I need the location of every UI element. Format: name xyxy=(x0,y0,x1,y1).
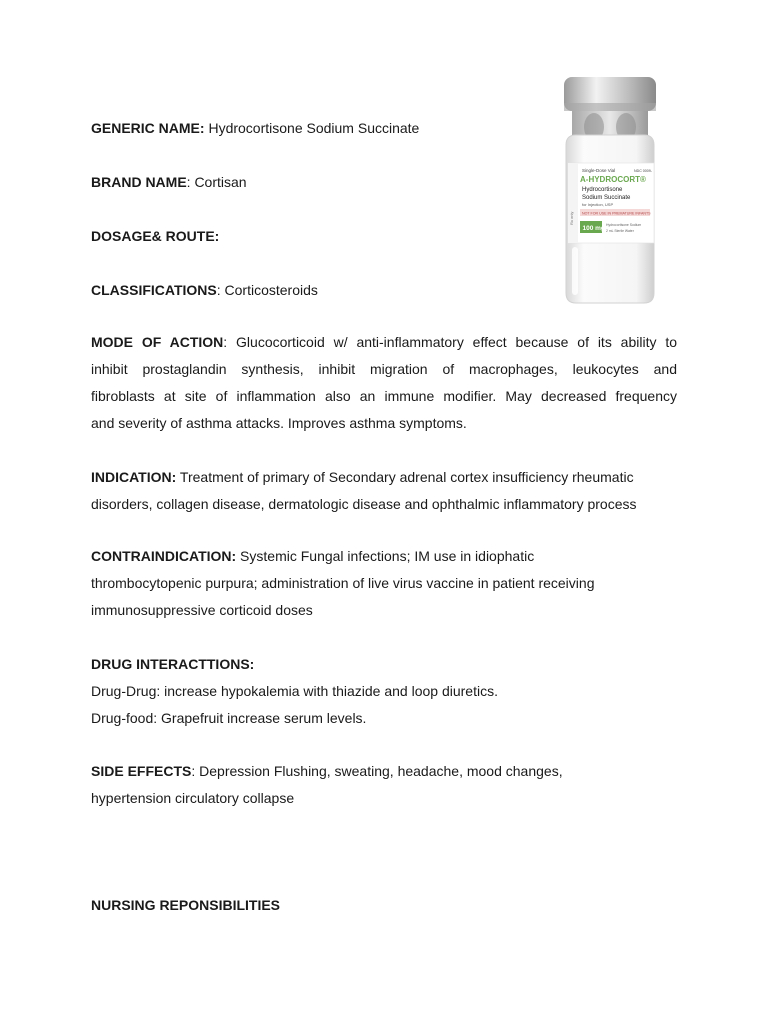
vial-fine2-text: 2 mL Sterile Water xyxy=(606,229,634,233)
side-effects-text: : Depression Flushing, sweating, headache, mood changes, xyxy=(191,763,563,779)
generic-name-line xyxy=(91,119,419,137)
drug-food-interaction: Drug-food: Grapefruit increase serum levels. xyxy=(91,710,367,726)
brand-name-line xyxy=(91,173,247,191)
generic-name-label: GENERIC NAME: xyxy=(91,120,205,136)
mode-of-action-line-3: fibroblasts at site of inflammation also an immune modifier. May decreased frequency xyxy=(91,388,677,404)
side-effects-label: SIDE EFFECTS xyxy=(91,763,192,779)
contraindication-label: CONTRAINDICATION: xyxy=(91,548,237,564)
mode-of-action-line-4: and severity of asthma attacks. Improves asthma symptoms. xyxy=(91,415,467,431)
contraindication-line-1 xyxy=(91,547,677,565)
classifications-value: : Corticosteroids xyxy=(216,282,318,298)
brand-name-value: : Cortisan xyxy=(186,174,247,190)
generic-name-value: Hydrocortisone Sodium Succinate xyxy=(204,120,420,136)
nursing-responsibilities-heading: NURSING REPONSIBILITIES xyxy=(91,897,281,913)
mode-of-action-line-1 xyxy=(91,333,677,351)
vial-strength-text: 100 mg xyxy=(582,225,605,232)
vial-neck xyxy=(572,111,648,137)
vial-fine1-text: Hydrocortisone Sodium xyxy=(606,223,642,227)
classifications-line xyxy=(91,281,318,299)
indication-line-2: disorders, collagen disease, dermatologic disease and ophthalmic inflammatory process xyxy=(91,496,637,512)
contraindication-line-3: immunosuppressive corticoid doses xyxy=(91,602,313,618)
vial-side-text: Rx only xyxy=(569,211,574,225)
side-effects-line-2: hypertension circulatory collapse xyxy=(91,790,295,806)
vial-brand-text: A-HYDROCORT® xyxy=(580,175,646,184)
side-effects-line-1 xyxy=(91,762,563,780)
contraindication-line-2: thrombocytopenic purpura; administration of live virus vaccine in patient receiving xyxy=(91,575,595,591)
vial-top-text: Single-Dose Vial xyxy=(582,168,616,173)
dosage-route-line xyxy=(91,227,219,245)
vial-name1-text: Hydrocortisone xyxy=(582,187,623,193)
indication-text: Treatment of primary of Secondary adrenal cortex insufficiency rheumatic xyxy=(176,469,634,485)
mode-of-action-text: : Glucocorticoid w/ anti-inflammatory effect because of its ability to xyxy=(223,334,677,350)
vial-name2-text: Sodium Succinate xyxy=(582,195,631,201)
drug-interactions-label: DRUG INTERACTTIONS: xyxy=(91,656,255,672)
drug-drug-interaction: Drug-Drug: increase hypokalemia with thiazide and loop diuretics. xyxy=(91,683,498,699)
contraindication-text: Systemic Fungal infections; IM use in idiophatic xyxy=(236,548,535,564)
indication-label: INDICATION: xyxy=(91,469,177,485)
classifications-label: CLASSIFICATIONS xyxy=(91,282,217,298)
dosage-route-label: DOSAGE& ROUTE: xyxy=(91,228,220,244)
mode-of-action-label: MODE OF ACTION xyxy=(91,334,224,350)
mode-of-action-line-2: inhibit prostaglandin synthesis, inhibit migration of macrophages, leukocytes and xyxy=(91,361,677,377)
vial-warning-text: NOT FOR USE IN PREMATURE INFANTS xyxy=(582,211,651,216)
vial-ndc-text: NDC 0009- xyxy=(634,169,652,173)
vial-foruse-text: for Injection, USP xyxy=(582,202,614,207)
indication-line-1 xyxy=(91,468,677,486)
brand-name-label: BRAND NAME xyxy=(91,174,187,190)
drug-vial-image xyxy=(558,75,662,307)
